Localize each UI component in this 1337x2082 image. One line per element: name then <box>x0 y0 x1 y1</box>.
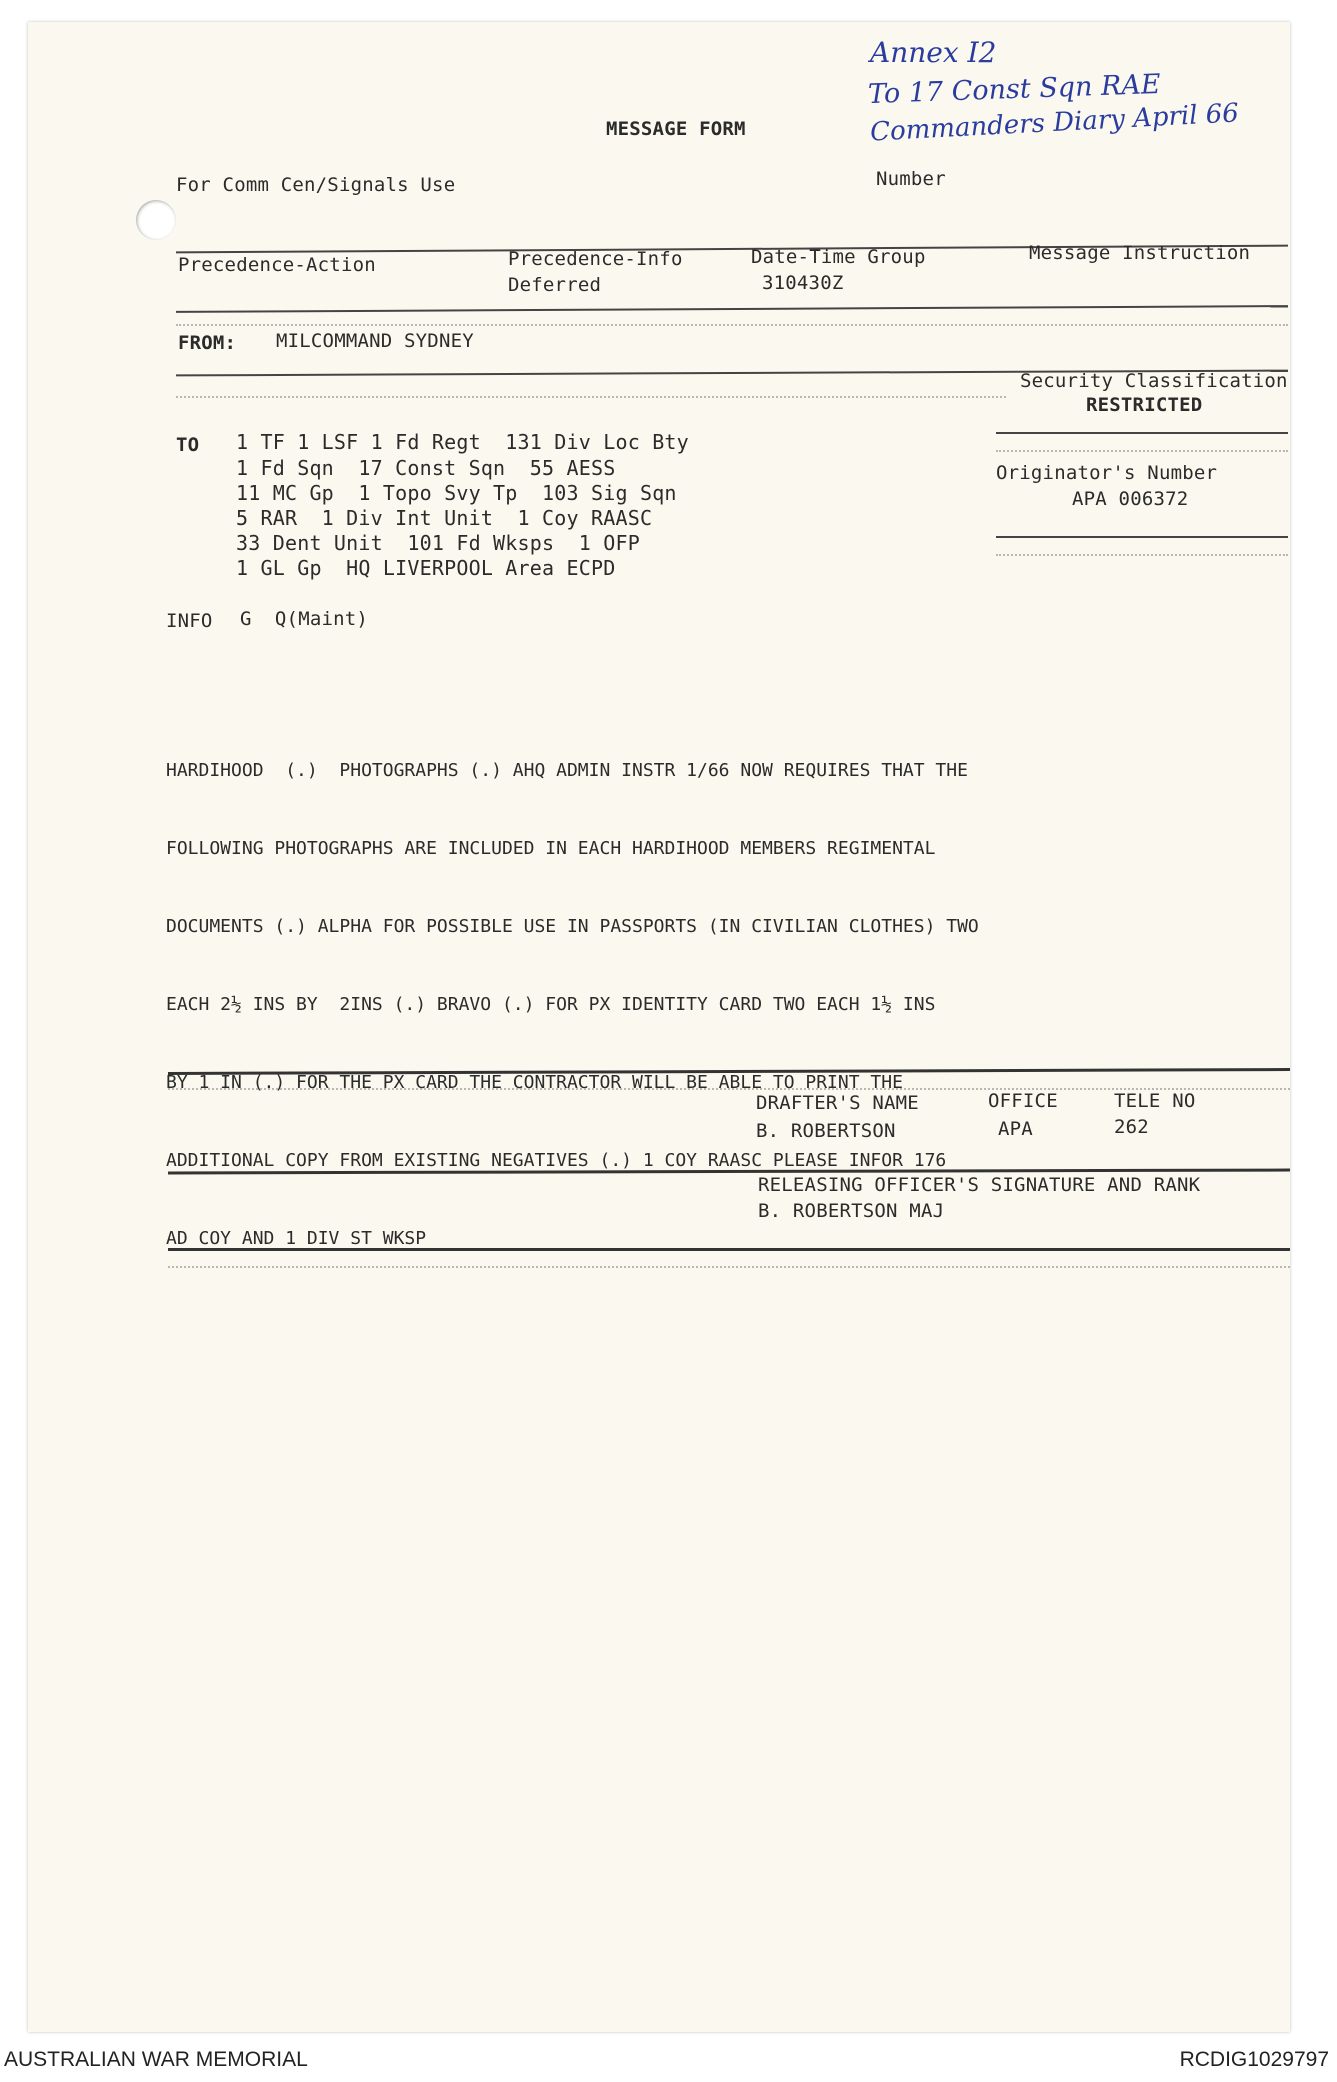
drafter-name-label: DRAFTER'S NAME <box>756 1092 919 1114</box>
dotted-rule <box>996 554 1288 556</box>
message-form-page <box>28 22 1290 2032</box>
to-line: 1 GL Gp HQ LIVERPOOL Area ECPD <box>236 556 616 580</box>
message-line: AD COY AND 1 DIV ST WKSP <box>166 1228 427 1249</box>
comm-use-label: For Comm Cen/Signals Use <box>176 174 456 196</box>
number-label: Number <box>876 168 946 190</box>
releasing-officer-label: RELEASING OFFICER'S SIGNATURE AND RANK <box>758 1174 1201 1196</box>
to-line: 5 RAR 1 Div Int Unit 1 Coy RAASC <box>236 506 653 530</box>
dtg-label: Date-Time Group <box>751 246 926 268</box>
from-value: MILCOMMAND SYDNEY <box>276 330 474 352</box>
rule-originator-bottom <box>996 536 1288 538</box>
form-title: MESSAGE FORM <box>606 118 746 140</box>
dotted-rule <box>176 324 1288 326</box>
dotted-rule <box>168 1266 1290 1268</box>
info-label: INFO <box>166 610 213 632</box>
punch-hole <box>136 200 176 240</box>
rule-releasing-bottom <box>168 1248 1290 1251</box>
tele-no-label: TELE NO <box>1114 1090 1196 1112</box>
dotted-rule <box>996 450 1288 452</box>
office-label: OFFICE <box>988 1090 1058 1112</box>
to-line: 11 MC Gp 1 Topo Svy Tp 103 Sig Sqn <box>236 481 677 505</box>
message-line: FOLLOWING PHOTOGRAPHS ARE INCLUDED IN EACH HARDIHOOD MEMBERS REGIMENTAL <box>166 838 936 859</box>
drafter-name-value: B. ROBERTSON <box>756 1120 896 1142</box>
precedence-info-value: Deferred <box>508 274 602 296</box>
annotation-line-1: Annex I2 <box>870 36 997 69</box>
tele-no-value: 262 <box>1114 1116 1149 1138</box>
originator-number-label: Originator's Number <box>996 462 1218 484</box>
footer-institution: AUSTRALIAN WAR MEMORIAL <box>4 2048 308 2071</box>
message-line: HARDIHOOD (.) PHOTOGRAPHS (.) AHQ ADMIN INSTR 1/66 NOW REQUIRES THAT THE <box>166 760 968 781</box>
originator-number-value: APA 006372 <box>1072 488 1189 510</box>
to-label: TO <box>176 434 200 456</box>
info-value: G Q(Maint) <box>240 608 369 630</box>
rule-precedence-bottom <box>176 305 1288 313</box>
dotted-rule <box>176 396 1006 398</box>
precedence-action-label: Precedence-Action <box>178 254 376 276</box>
precedence-info-label: Precedence-Info <box>508 248 683 270</box>
security-classification-label: Security Classification <box>1020 370 1288 392</box>
footer-catalog-id: RCDIG1029797 <box>1179 2048 1329 2071</box>
rule-security-bottom <box>996 432 1288 434</box>
releasing-officer-value: B. ROBERTSON MAJ <box>758 1200 945 1222</box>
dtg-value: 310430Z <box>762 272 844 294</box>
message-line: ADDITIONAL COPY FROM EXISTING NEGATIVES (.) 1 COY RAASC PLEASE INFOR 176 <box>166 1150 947 1171</box>
to-line: 33 Dent Unit 101 Fd Wksps 1 OFP <box>236 531 640 555</box>
message-instruction-label: Message Instruction <box>1029 242 1251 264</box>
message-line: DOCUMENTS (.) ALPHA FOR POSSIBLE USE IN PASSPORTS (IN CIVILIAN CLOTHES) TWO <box>166 916 979 937</box>
security-classification-value: RESTRICTED <box>1086 394 1203 416</box>
from-label: FROM: <box>178 332 237 354</box>
office-value: APA <box>998 1118 1033 1140</box>
to-line: 1 Fd Sqn 17 Const Sqn 55 AESS <box>236 456 616 480</box>
annotation-line-3: Commanders Diary April 66 <box>869 98 1240 148</box>
annotation-line-2: To 17 Const Sqn RAE <box>867 68 1162 111</box>
message-line: EACH 2½ INS BY 2INS (.) BRAVO (.) FOR PX IDENTITY CARD TWO EACH 1½ INS <box>166 994 936 1015</box>
to-line: 1 TF 1 LSF 1 Fd Regt 131 Div Loc Bty <box>236 430 689 454</box>
message-line: BY 1 IN (.) FOR THE PX CARD THE CONTRACTOR WILL BE ABLE TO PRINT THE <box>166 1072 903 1093</box>
